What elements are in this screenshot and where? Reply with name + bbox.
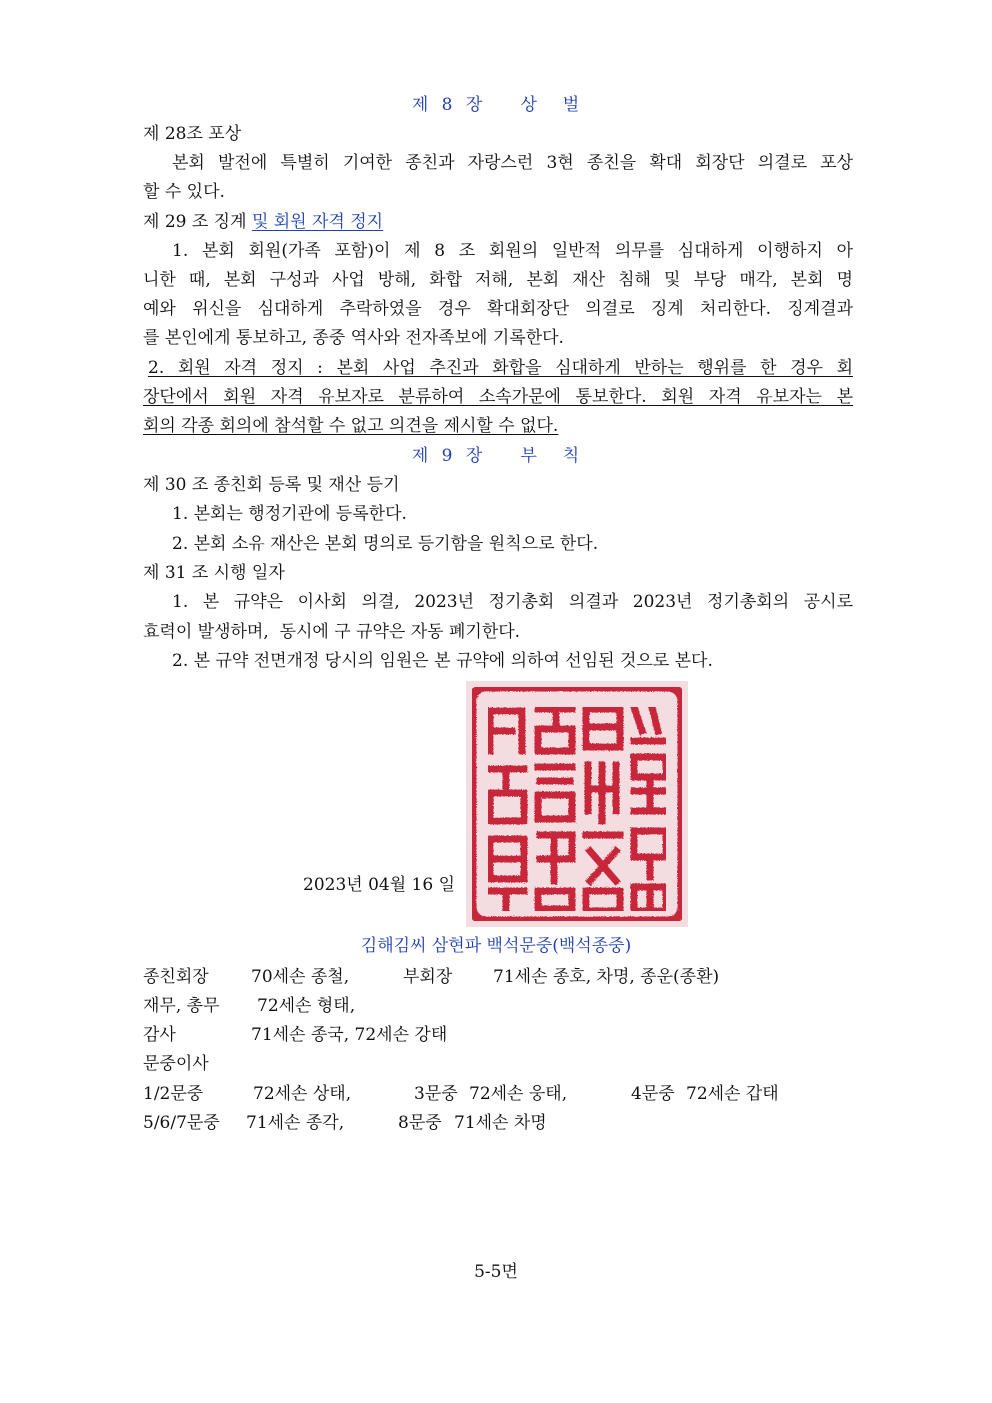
director-1-2-label: 1/2문중 (143, 1084, 204, 1104)
officer-president-label: 종친회장 (143, 967, 209, 987)
article-31-item-2: 2. 본 규약 전면개정 당시의 임원은 본 규약에 의하여 선임된 것으로 본다. (172, 651, 713, 671)
article-28-heading: 제 28조 포상 (143, 124, 242, 144)
article-29-item-2-line-3: 회의 각종 회의에 참석할 수 없고 의견을 제시할 수 없다. (143, 416, 559, 436)
officer-directors-label: 문중이사 (143, 1054, 209, 1074)
article-29-item-2-line-1: 2. 회원 자격 정지 : 본회 사업 추진과 화합을 심대하게 반하는 행위를 한 경우 회 (148, 358, 853, 378)
article-31-heading: 제 31 조 시행 일자 (143, 563, 285, 583)
director-5-6-7-value: 71세손 종각, (246, 1113, 345, 1133)
director-1-2-value: 72세손 상태, (253, 1084, 352, 1104)
article-31-item-1-line-2: 효력이 발생하며, 동시에 구 규약은 자동 폐기한다. (143, 622, 521, 642)
article-29-item-1-line-2: 니한 때, 본회 구성과 사업 방해, 화합 저해, 본회 재산 침해 및 부당 매각, 본회 명 (143, 270, 853, 290)
article-29-item-1-line-3: 예와 위신을 심대하게 추락하였을 경우 확대회장단 의결로 징계 처리한다. 징계결과 (143, 299, 853, 319)
officer-vice-president-value: 71세손 종호, 차명, 종운(종환) (493, 967, 720, 987)
organization-name: 김해김씨 삼현파 백석문중(백석종중) (360, 936, 632, 956)
director-3-label: 3문중 (414, 1084, 458, 1104)
director-8-value: 71세손 차명 (454, 1113, 547, 1133)
officer-finance-value: 72세손 형태, (257, 996, 356, 1016)
officer-vice-president-label: 부회장 (403, 967, 453, 987)
director-3-value: 72세손 웅태, (469, 1084, 568, 1104)
officer-finance-label: 재무, 총무 (143, 996, 220, 1016)
article-31-item-1-line-1: 1. 본 규약은 이사회 의결, 2023년 정기총회 의결과 2023년 정기총회의 공시로 (172, 592, 853, 612)
article-29-item-2-line-2: 장단에서 회원 자격 유보자로 분류하여 소속가문에 통보한다. 회원 자격 유보자는 본 (143, 387, 853, 407)
officer-auditor-label: 감사 (143, 1025, 176, 1045)
article-29-heading-prefix: 제 29 조 징계 (143, 212, 252, 232)
director-4-value: 72세손 갑태 (686, 1084, 779, 1104)
director-4-label: 4문중 (631, 1084, 675, 1104)
page-number: 5-5면 (474, 1262, 518, 1282)
article-28-paragraph-line-2: 할 수 있다. (143, 182, 225, 202)
article-30-heading: 제 30 조 종친회 등록 및 재산 등기 (143, 475, 400, 495)
chapter-8-title: 제 8 장 상 벌 (411, 95, 581, 115)
article-29-item-1-line-1: 1. 본회 회원(가족 포함)이 제 8 조 회원의 일반적 의무를 심대하게 이행하지 아 (172, 241, 853, 261)
enactment-date: 2023년 04월 16 일 (303, 875, 456, 895)
article-29-heading (143, 211, 383, 233)
officer-president-value: 70세손 종철, (251, 967, 350, 987)
article-30-item-2: 2. 본회 소유 재산은 본회 명의로 등기함을 원칙으로 한다. (172, 534, 599, 554)
article-29-item-1-line-4: 를 본인에게 통보하고, 종중 역사와 전자족보에 기록한다. (143, 328, 564, 348)
director-8-label: 8문중 (398, 1113, 442, 1133)
officer-auditor-value: 71세손 종국, 72세손 강태 (251, 1025, 448, 1045)
director-5-6-7-label: 5/6/7문중 (143, 1113, 220, 1133)
chapter-9-title: 제 9 장 부 칙 (411, 446, 581, 466)
article-28-paragraph-line-1: 본회 발전에 특별히 기여한 종친과 자랑스런 3현 종친을 확대 회장단 의결로 포상 (172, 153, 853, 173)
article-30-item-1: 1. 본회는 행정기관에 등록한다. (172, 504, 407, 524)
article-29-heading-link[interactable]: 및 회원 자격 정지 (251, 212, 384, 232)
red-square-seal-icon (466, 681, 688, 927)
